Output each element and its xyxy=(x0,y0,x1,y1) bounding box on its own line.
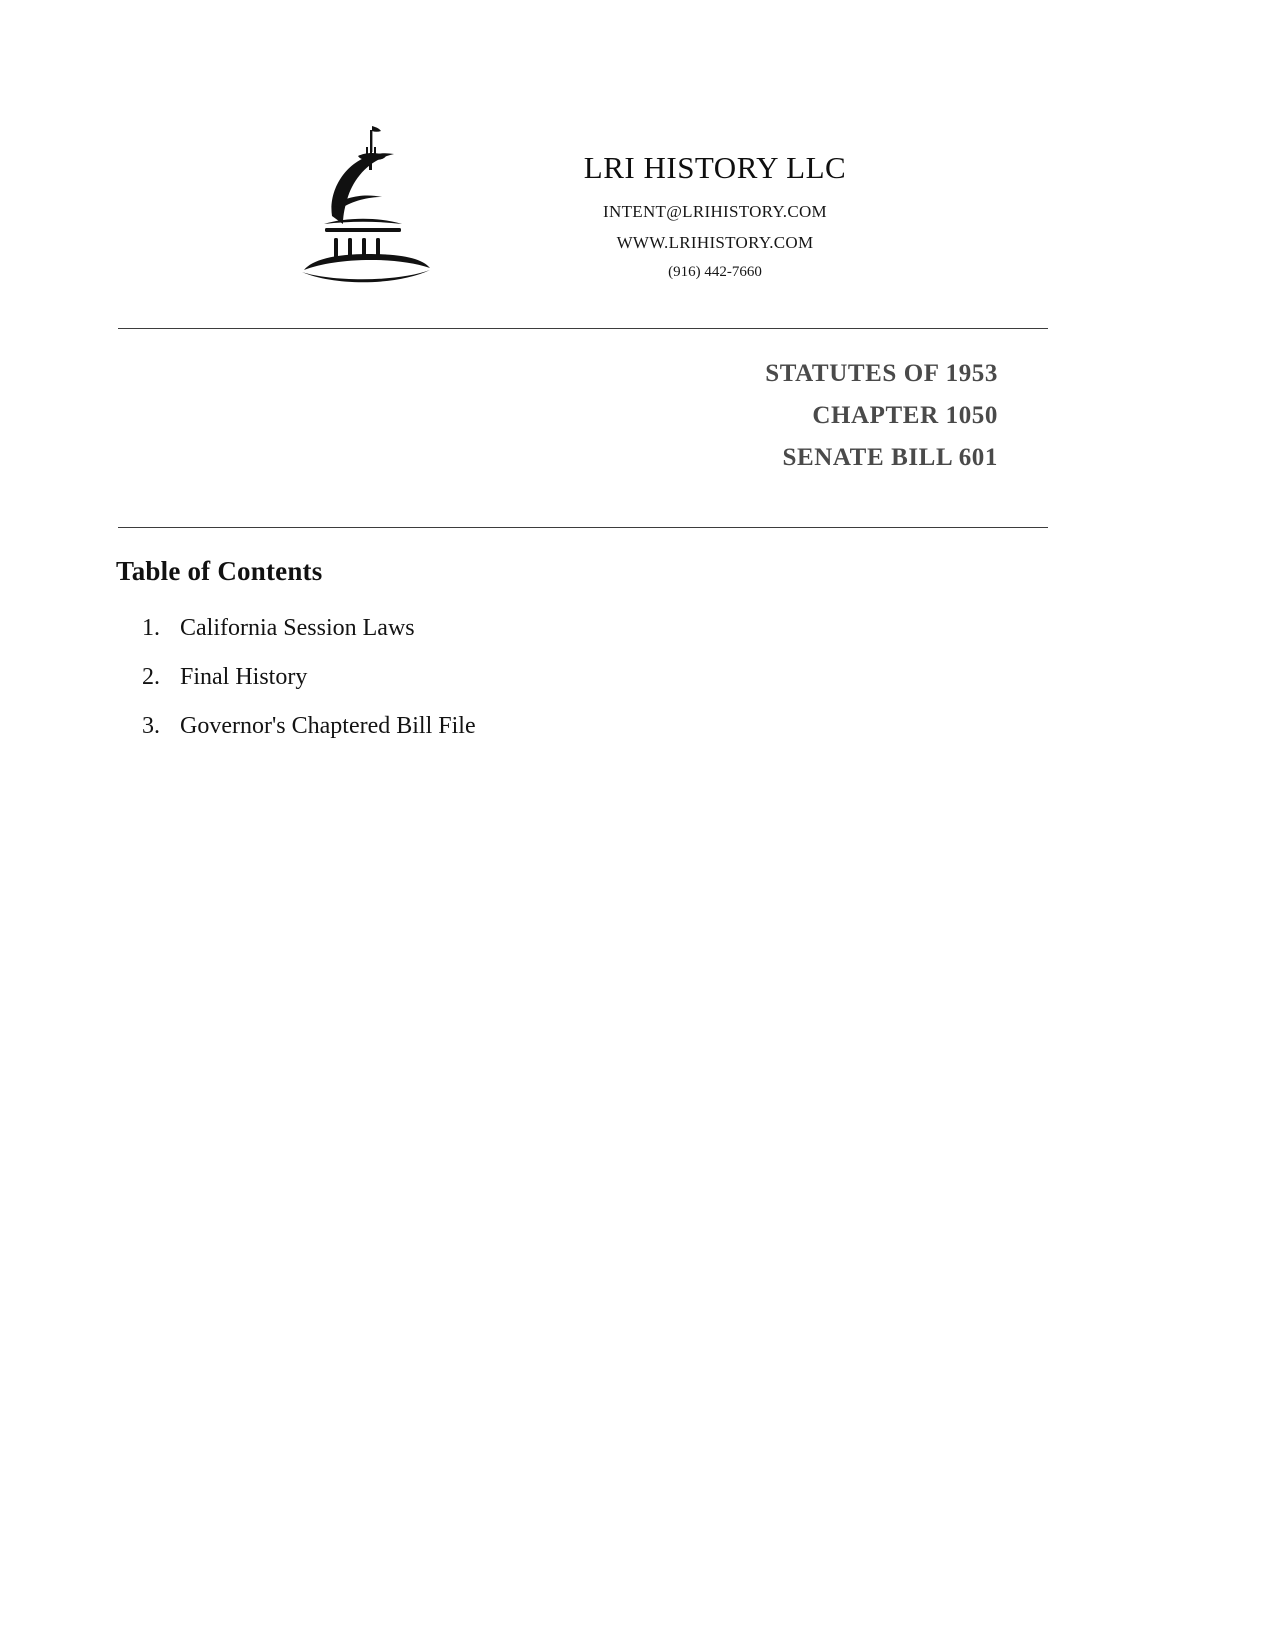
chapter-line: CHAPTER 1050 xyxy=(812,402,998,429)
divider-bottom xyxy=(118,527,1048,528)
capitol-dome-icon xyxy=(300,120,450,290)
org-website: WWW.LRIHISTORY.COM xyxy=(616,233,814,252)
divider-top xyxy=(118,328,1048,329)
list-item-number: 1. xyxy=(142,615,160,641)
list-item-label: California Session Laws xyxy=(180,615,415,641)
table-of-contents-heading: Table of Contents xyxy=(116,556,323,586)
bill-line: SENATE BILL 601 xyxy=(782,444,998,471)
list-item xyxy=(116,615,816,642)
list-item xyxy=(116,664,816,691)
list-item-label: Governor's Chaptered Bill File xyxy=(180,713,476,739)
org-phone: (916) 442-7660 xyxy=(668,264,762,280)
org-name: LRI HISTORY LLC xyxy=(583,150,847,185)
list-item-number: 2. xyxy=(142,664,160,690)
org-email: INTENT@LRIHISTORY.COM xyxy=(603,202,827,221)
list-item xyxy=(116,713,816,740)
org-info xyxy=(450,120,980,281)
list-item-number: 3. xyxy=(142,713,160,739)
title-block xyxy=(118,360,998,486)
table-of-contents-list xyxy=(116,615,816,762)
list-item-label: Final History xyxy=(180,664,308,690)
statutes-line: STATUTES OF 1953 xyxy=(765,360,998,387)
letterhead xyxy=(300,120,980,290)
